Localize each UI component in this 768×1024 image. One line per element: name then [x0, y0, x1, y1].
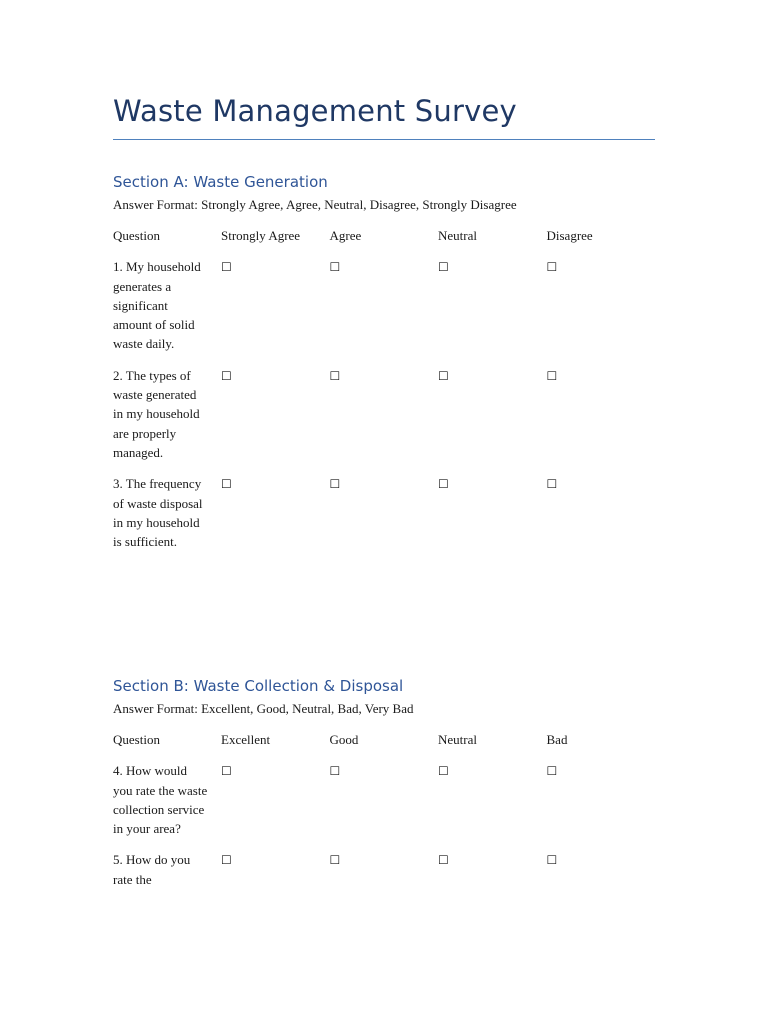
column-header: Question: [113, 732, 160, 747]
table-header-row: [113, 226, 655, 257]
answer-checkbox[interactable]: ☐: [221, 260, 232, 275]
question-text: 5. How do you rate the: [113, 852, 191, 887]
answer-checkbox[interactable]: ☐: [329, 477, 341, 492]
answer-checkbox[interactable]: ☐: [546, 477, 558, 492]
table-row: [113, 474, 655, 563]
answer-checkbox[interactable]: ☐: [546, 853, 558, 868]
page-title: Waste Management Survey: [113, 94, 517, 128]
section-b: [113, 675, 655, 901]
column-header: Neutral: [438, 228, 477, 243]
question-text: 2. The types of waste generated in my household are properly managed.: [113, 367, 200, 460]
answer-checkbox[interactable]: ☐: [438, 477, 449, 492]
table-row: [113, 257, 655, 365]
answer-checkbox[interactable]: ☐: [438, 853, 449, 868]
answer-checkbox[interactable]: ☐: [221, 764, 232, 779]
column-header: Question: [113, 228, 160, 243]
table-header-row: [113, 730, 655, 761]
survey-table: [113, 730, 655, 901]
answer-checkbox[interactable]: ☐: [438, 260, 449, 275]
column-header: Disagree: [546, 228, 593, 243]
answer-checkbox[interactable]: ☐: [438, 764, 449, 779]
answer-checkbox[interactable]: ☐: [221, 853, 232, 868]
table-row: [113, 850, 655, 901]
section-heading: Section B: Waste Collection & Disposal: [113, 677, 404, 695]
question-text: 4. How would you rate the waste collection service in your area?: [113, 763, 208, 837]
column-header: Bad: [546, 732, 568, 747]
answer-checkbox[interactable]: ☐: [221, 477, 232, 492]
column-header: Excellent: [221, 732, 271, 747]
title-divider: [113, 139, 655, 140]
column-header: Good: [329, 732, 359, 747]
answer-format-note: Answer Format: Strongly Agree, Agree, Neutral, Disagree, Strongly Disagree: [113, 197, 517, 212]
table-row: [113, 761, 655, 850]
answer-checkbox[interactable]: ☐: [329, 368, 341, 383]
column-header: Strongly Agree: [221, 228, 301, 243]
answer-checkbox[interactable]: ☐: [329, 764, 341, 779]
answer-checkbox[interactable]: ☐: [438, 368, 449, 383]
column-header: Agree: [329, 228, 362, 243]
answer-checkbox[interactable]: ☐: [221, 368, 232, 383]
section-a: [113, 171, 655, 563]
section-heading: Section A: Waste Generation: [113, 173, 328, 191]
answer-format-note: Answer Format: Excellent, Good, Neutral, Bad, Very Bad: [113, 701, 414, 716]
answer-checkbox[interactable]: ☐: [546, 368, 558, 383]
survey-table: [113, 226, 655, 563]
question-text: 1. My household generates a significant amount of solid waste daily.: [113, 259, 201, 352]
answer-checkbox[interactable]: ☐: [546, 260, 558, 275]
question-text: 3. The frequency of waste disposal in my household is sufficient.: [113, 476, 203, 550]
answer-checkbox[interactable]: ☐: [329, 260, 341, 275]
answer-checkbox[interactable]: ☐: [546, 764, 558, 779]
column-header: Neutral: [438, 732, 477, 747]
answer-checkbox[interactable]: ☐: [329, 853, 341, 868]
table-row: [113, 366, 655, 474]
